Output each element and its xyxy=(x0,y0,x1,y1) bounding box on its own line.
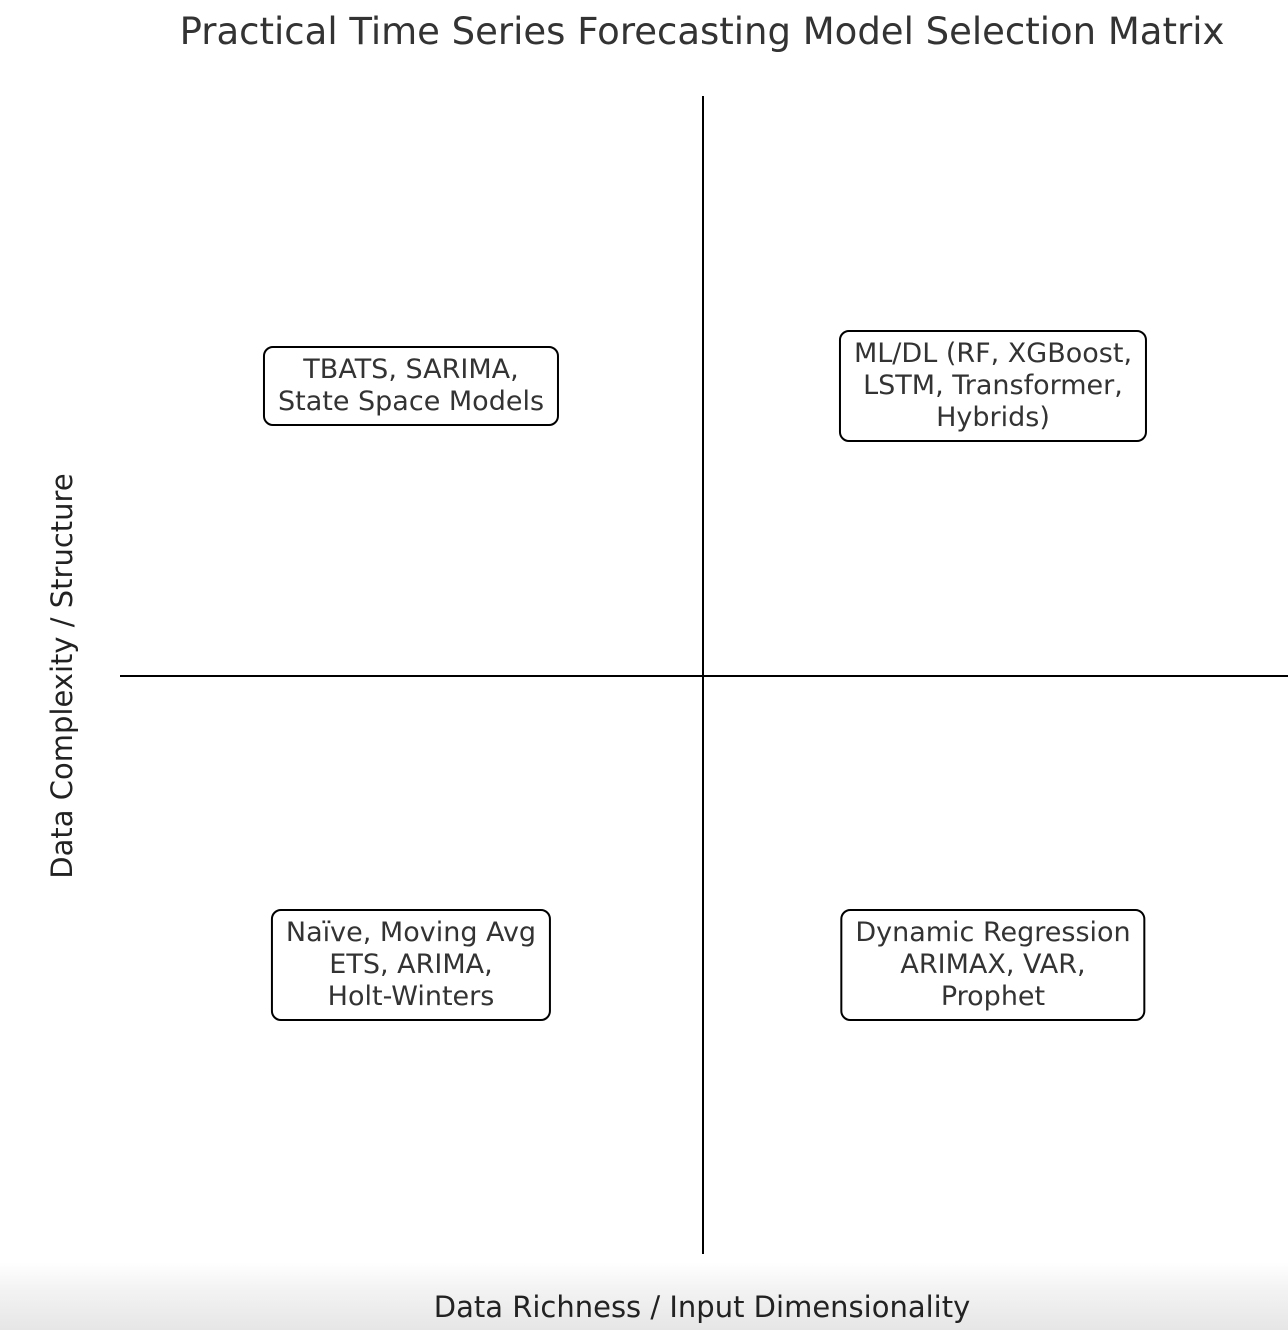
quadrant-text-line: ML/DL (RF, XGBoost, xyxy=(853,338,1133,369)
quadrant-text-line: Naïve, Moving Avg xyxy=(285,917,537,948)
quadrant-text-line: TBATS, SARIMA, xyxy=(303,354,519,385)
quadrant-text-line: ETS, ARIMA, xyxy=(329,949,493,980)
y-axis-label: Data Complexity / Structure xyxy=(45,473,79,879)
quadrant-bottom-right-box xyxy=(840,909,1145,1021)
quadrant-text-line: Dynamic Regression xyxy=(855,917,1131,948)
quadrant-top-right-box xyxy=(839,330,1147,442)
quadrant-top-left-box xyxy=(263,346,559,426)
quadrant-bottom-left-box xyxy=(271,909,551,1021)
quadrant-text-line: Holt-Winters xyxy=(327,981,495,1012)
x-axis-label: Data Richness / Input Dimensionality xyxy=(433,1290,971,1324)
quadrant-text-line: Hybrids) xyxy=(936,402,1050,433)
quadrant-text-line: LSTM, Transformer, xyxy=(863,370,1123,401)
horizontal-axis-line xyxy=(120,675,1288,677)
quadrant-text-line: Prophet xyxy=(940,981,1046,1012)
quadrant-text-line: State Space Models xyxy=(277,386,545,417)
quadrant-text-line: ARIMAX, VAR, xyxy=(900,949,1086,980)
diagram-title: Practical Time Series Forecasting Model Selection Matrix xyxy=(179,10,1225,53)
